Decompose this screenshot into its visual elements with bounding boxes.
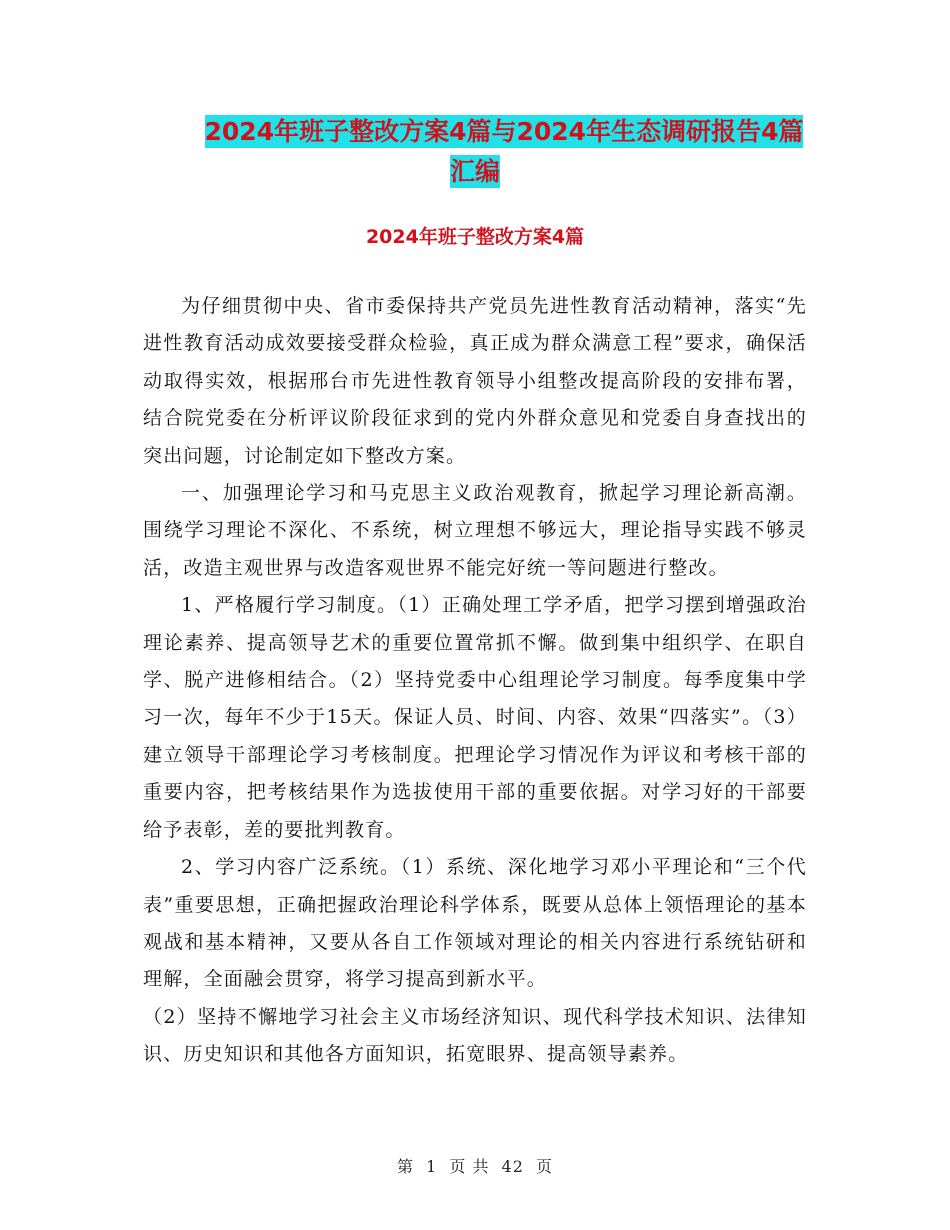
paragraph-item-2: 2、学习内容广泛系统。（1）系统、深化地学习邓小平理论和“三个代表”重要思想，正确把握政治理论科学体系，既要从总体上领悟理论的基本观战和基本精神，又要从各自工作领域对理论的相关内容进行系统钻研和理解，全面融会贯穿，将学习提高到新水平。 — [143, 856, 807, 991]
paragraph-section-1: 一、加强理论学习和马克思主义政治观教育，掀起学习理论新高潮。围绕学习理论不深化、不系统，树立理想不够远大，理论指导实践不够灵活，改造主观世界与改造客观世界不能完好统一等问题进行整改。 — [143, 482, 807, 579]
paragraph-item-2-sub: （2）坚持不懈地学习社会主义市场经济知识、现代科学技术知识、法律知识、历史知识和其他各方面知识，拓宽眼界、提高领导素养。 — [143, 1005, 807, 1066]
footer-middle: 页 共 — [449, 1157, 490, 1176]
page-footer — [0, 1154, 950, 1177]
footer-total-pages: 42 — [501, 1157, 524, 1176]
section-title: 2024年班子整改方案4篇 — [365, 226, 585, 248]
document-title — [0, 112, 950, 192]
document-body — [143, 288, 807, 1074]
footer-prefix: 第 — [396, 1157, 414, 1176]
footer-suffix: 页 — [536, 1157, 554, 1176]
paragraph-intro: 为仔细贯彻中央、省市委保持共产党员先进性教育活动精神，落实“先进性教育活动成效要接受群众检验，真正成为群众满意工程”要求，确保活动取得实效，根据邢台市先进性教育领导小组整改提高阶段的安排布署，结合院党委在分析评议阶段征求到的党内外群众意见和党委自身查找出的突出问题，讨论制定如下整改方案。 — [143, 295, 807, 467]
footer-page-number: 1 — [426, 1157, 438, 1176]
paragraph-item-1: 1、严格履行学习制度。（1）正确处理工学矛盾，把学习摆到增强政治理论素养、提高领导艺术的重要位置常抓不懈。做到集中组织学、在职自学、脱产进修相结合。（2）坚持党委中心组理论学习制度。每季度集中学习一次，每年不少于15天。保证人员、时间、内容、效果“四落实”。（3）建立领导干部理论学习考核制度。把理论学习情况作为评议和考核干部的重要内容，把考核结果作为选拔使用干部的重要依据。对学习好的干部要给予表彰，差的要批判教育。 — [143, 594, 807, 841]
document-title-line-1: 2024年班子整改方案4篇与2024年生态调研报告4篇 — [204, 117, 804, 146]
document-title-line-2: 汇编 — [449, 157, 500, 186]
